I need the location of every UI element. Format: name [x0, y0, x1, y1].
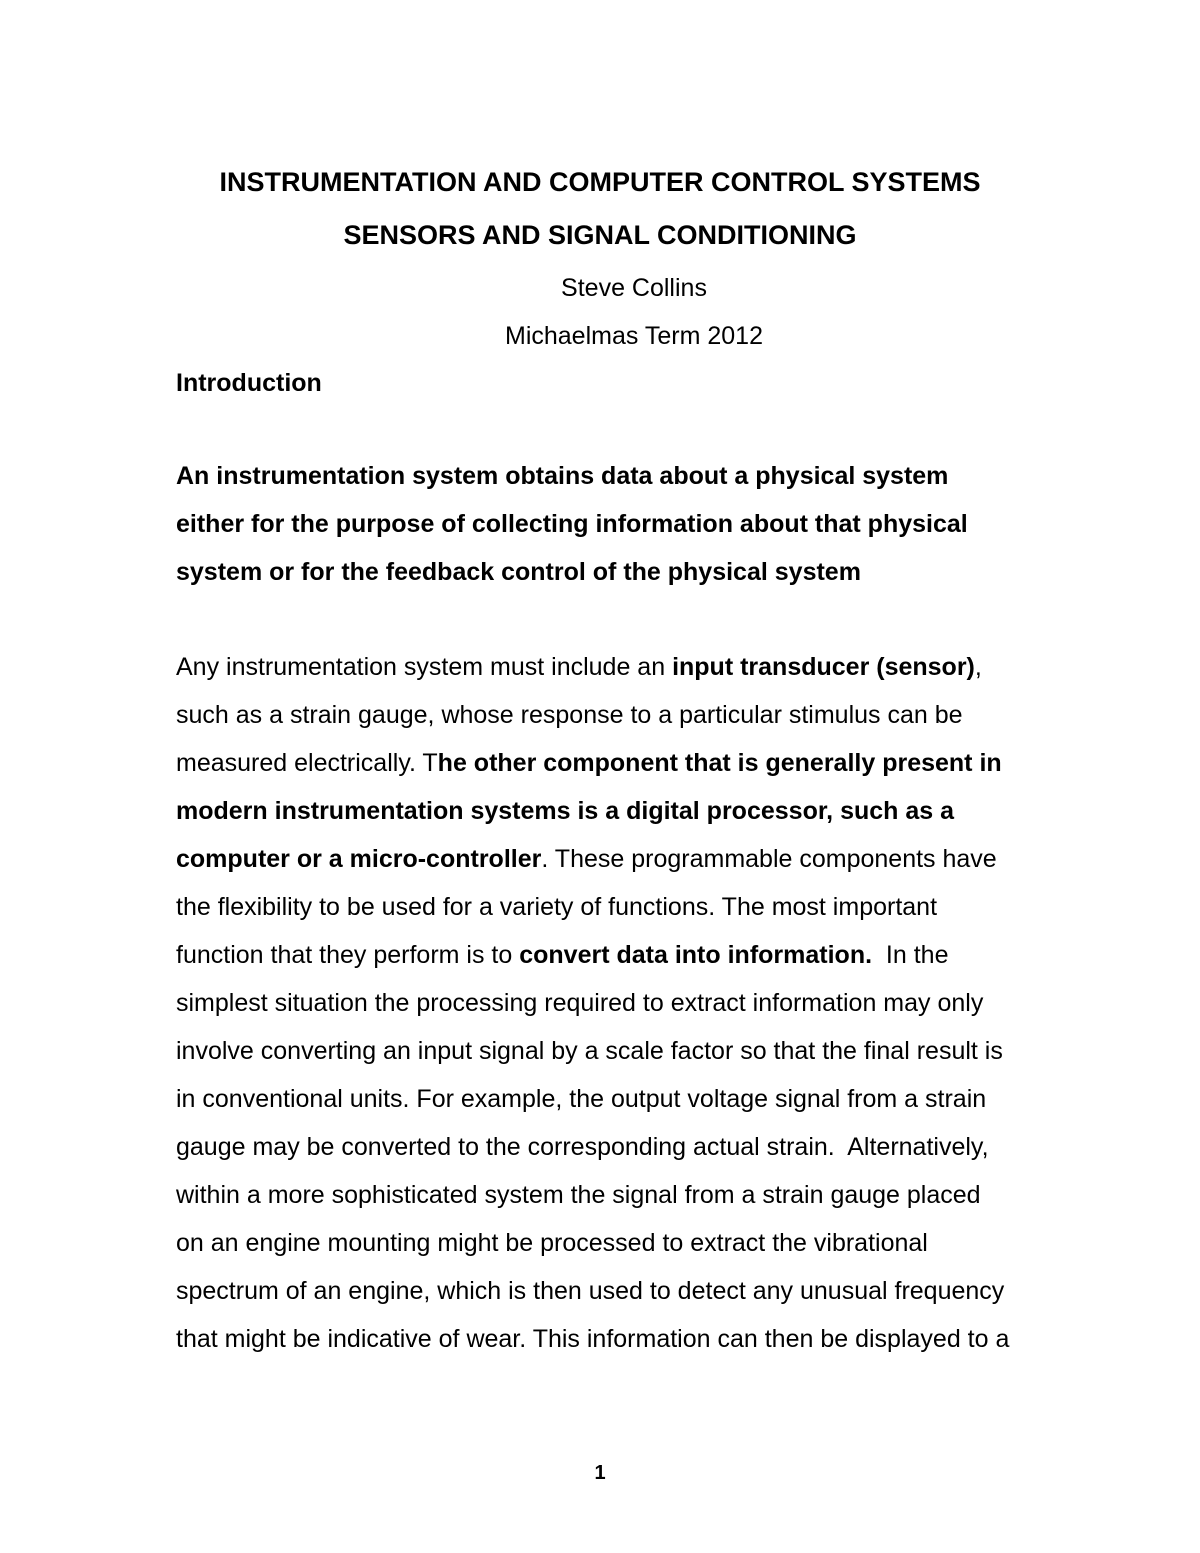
- body-text-bold: he other component that is generally present in: [437, 749, 1002, 777]
- body-text-bold: computer or a micro-controller: [176, 845, 542, 873]
- body-text: ,: [974, 653, 982, 681]
- body-line: [176, 844, 1106, 892]
- body-line: gauge may be converted to the corresponding actual strain. Alternatively,: [176, 1133, 989, 1161]
- body-text-bold: input transducer (sensor): [672, 653, 975, 681]
- body-text: . These programmable components have: [541, 845, 997, 873]
- body-line: that might be indicative of wear. This information can then be displayed to a: [176, 1325, 1010, 1353]
- body-line: involve converting an input signal by a scale factor so that the final result is: [176, 1037, 1003, 1065]
- term-date: Michaelmas Term 2012: [505, 322, 763, 350]
- body-text: Any instrumentation system must include an: [176, 653, 673, 681]
- summary-line: either for the purpose of collecting information about that physical: [176, 510, 968, 538]
- body-line: in conventional units. For example, the output voltage signal from a strain: [176, 1085, 987, 1113]
- body-text: function that they perform is to: [176, 941, 520, 969]
- body-text: measured electrically. T: [176, 749, 438, 777]
- document-title-line-1: INSTRUMENTATION AND COMPUTER CONTROL SYSTEMS: [219, 167, 981, 197]
- body-text-bold: convert data into information.: [519, 941, 873, 969]
- section-heading: Introduction: [176, 369, 322, 397]
- summary-line: system or for the feedback control of the physical system: [176, 558, 861, 586]
- body-line: [176, 796, 1106, 844]
- summary-paragraph: [176, 461, 1106, 605]
- summary-line: An instrumentation system obtains data about a physical system: [176, 462, 949, 490]
- body-line: simplest situation the processing required to extract information may only: [176, 989, 984, 1017]
- author-name: Steve Collins: [561, 274, 707, 302]
- body-line: within a more sophisticated system the signal from a strain gauge placed: [176, 1181, 981, 1209]
- body-line: [176, 940, 1106, 988]
- document-title-line-2: SENSORS AND SIGNAL CONDITIONING: [343, 220, 857, 250]
- body-line: such as a strain gauge, whose response to a particular stimulus can be: [176, 701, 963, 729]
- body-text-bold: modern instrumentation systems is a digital processor, such as a: [176, 797, 955, 825]
- body-paragraph: [176, 652, 1106, 1372]
- body-line: [176, 748, 1106, 796]
- body-line: on an engine mounting might be processed to extract the vibrational: [176, 1229, 928, 1257]
- page-number: 1: [594, 1462, 606, 1484]
- body-text: In the: [872, 941, 949, 969]
- body-line: [176, 652, 1106, 700]
- body-line: spectrum of an engine, which is then used to detect any unusual frequency: [176, 1277, 1005, 1305]
- body-line: the flexibility to be used for a variety of functions. The most important: [176, 893, 938, 921]
